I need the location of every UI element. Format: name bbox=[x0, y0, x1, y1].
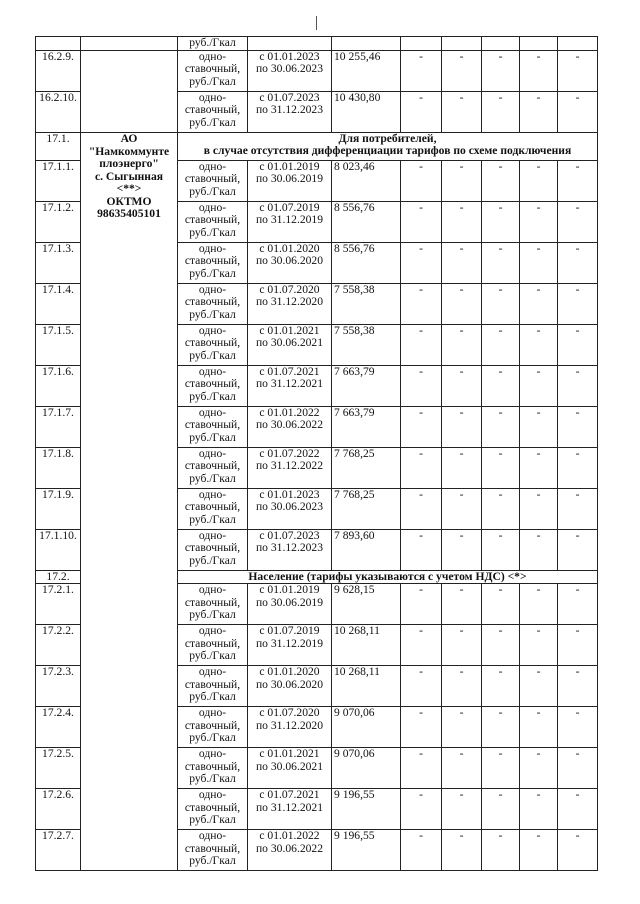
tariff-value: 7 663,79 bbox=[332, 366, 401, 407]
unit-line: ставочный, bbox=[184, 172, 241, 186]
tariff-value: 8 023,46 bbox=[332, 161, 401, 202]
dash-cell: - bbox=[520, 325, 558, 366]
dash-cell: - bbox=[520, 407, 558, 448]
dash-cell: - bbox=[520, 707, 558, 748]
unit-line: руб./Гкал bbox=[189, 608, 236, 621]
tariff-value: 9 070,06 bbox=[332, 748, 401, 789]
period-to: по 30.06.2022 bbox=[255, 841, 324, 855]
dash-cell: - bbox=[401, 284, 442, 325]
dash-cell: - bbox=[442, 51, 482, 92]
dash-cell: - bbox=[482, 92, 520, 133]
unit-cell bbox=[178, 243, 248, 284]
dash-cell: - bbox=[442, 830, 482, 871]
dash-cell: - bbox=[442, 448, 482, 489]
unit-line: одно- bbox=[198, 242, 227, 255]
period-from: с 01.01.2021 bbox=[259, 747, 320, 761]
row-number: 17.1.8. bbox=[36, 448, 81, 489]
period-cell bbox=[248, 366, 332, 407]
dash-cell: - bbox=[442, 92, 482, 133]
row-number: 17.2.2. bbox=[36, 625, 81, 666]
unit-line: одно- bbox=[198, 529, 227, 542]
dash-cell: - bbox=[482, 530, 520, 571]
dash-cell: - bbox=[442, 202, 482, 243]
period-to: по 31.12.2023 bbox=[255, 103, 324, 117]
unit-line: ставочный, bbox=[184, 295, 241, 309]
period-cell bbox=[248, 748, 332, 789]
unit-cell bbox=[178, 584, 248, 625]
unit-cell bbox=[178, 448, 248, 489]
row-number: 17.2.4. bbox=[36, 707, 81, 748]
row-number: 17.2.7. bbox=[36, 830, 81, 871]
dash-cell: - bbox=[442, 366, 482, 407]
period-cell bbox=[248, 325, 332, 366]
unit-cell bbox=[178, 530, 248, 571]
row-number: 17.2.1. bbox=[36, 584, 81, 625]
tariff-table-body bbox=[36, 37, 598, 871]
unit-line: одно- bbox=[198, 447, 227, 460]
unit-line: руб./Гкал bbox=[189, 430, 236, 444]
dash-cell: - bbox=[558, 707, 598, 748]
unit-line: руб./Гкал bbox=[189, 813, 236, 826]
unit-line: руб./Гкал bbox=[189, 649, 236, 662]
dash-cell: - bbox=[482, 407, 520, 448]
dash-cell: - bbox=[401, 448, 442, 489]
period-cell bbox=[248, 584, 332, 625]
tariff-value: 10 430,80 bbox=[332, 92, 401, 133]
unit-line: одно- bbox=[198, 201, 227, 214]
tariff-table bbox=[35, 36, 598, 871]
row-number: 17.1.1. bbox=[36, 161, 81, 202]
table-row bbox=[36, 37, 598, 51]
period-to: по 31.12.2019 bbox=[255, 636, 324, 650]
unit-line: одно- bbox=[198, 583, 227, 597]
period-cell bbox=[248, 284, 332, 325]
unit-line: руб./Гкал bbox=[189, 690, 236, 703]
section-title-line: в случае отсутствия дифференциации тарифов по схеме подключения bbox=[203, 144, 572, 158]
period-to: по 30.06.2021 bbox=[255, 759, 324, 773]
dash-cell: - bbox=[442, 530, 482, 571]
dash-cell: - bbox=[401, 666, 442, 707]
period-cell bbox=[248, 407, 332, 448]
organization-line: 98635405101 bbox=[97, 207, 161, 220]
dash-cell: - bbox=[482, 284, 520, 325]
organization-line: с. Сыгынная bbox=[94, 169, 164, 183]
dash-cell bbox=[520, 37, 558, 51]
dash-cell: - bbox=[520, 284, 558, 325]
dash-cell: - bbox=[558, 789, 598, 830]
dash-cell: - bbox=[520, 625, 558, 666]
unit-line: ставочный, bbox=[184, 62, 241, 76]
tariff-value: 7 768,25 bbox=[332, 448, 401, 489]
dash-cell: - bbox=[520, 51, 558, 92]
tariff-value: 7 663,79 bbox=[332, 407, 401, 448]
period-from: с 01.01.2019 bbox=[259, 160, 320, 173]
tariff-value: 9 196,55 bbox=[332, 830, 401, 871]
dash-cell: - bbox=[482, 707, 520, 748]
unit-line: одно- bbox=[198, 160, 227, 173]
dash-cell: - bbox=[442, 489, 482, 530]
dash-cell: - bbox=[558, 530, 598, 571]
dash-cell: - bbox=[442, 748, 482, 789]
unit-line: руб./Гкал bbox=[189, 512, 236, 526]
tariff-value: 10 268,11 bbox=[332, 666, 401, 707]
row-number: 16.2.10. bbox=[36, 92, 81, 133]
unit-cell bbox=[178, 666, 248, 707]
unit-cell bbox=[178, 161, 248, 202]
dash-cell: - bbox=[520, 202, 558, 243]
dash-cell: - bbox=[482, 161, 520, 202]
unit-line: ставочный, bbox=[184, 718, 241, 732]
dash-cell: - bbox=[558, 202, 598, 243]
period-cell bbox=[248, 625, 332, 666]
unit-line: руб./Гкал bbox=[189, 731, 236, 744]
unit-line: руб./Гкал bbox=[189, 225, 236, 239]
period-from: с 01.07.2021 bbox=[259, 788, 320, 802]
dash-cell: - bbox=[558, 92, 598, 133]
period-to: по 30.06.2019 bbox=[255, 172, 324, 186]
organization-cell bbox=[81, 133, 178, 871]
dash-cell bbox=[442, 37, 482, 51]
tariff-value: 10 268,11 bbox=[332, 625, 401, 666]
period-to: по 31.12.2021 bbox=[255, 377, 324, 391]
unit-line: руб./Гкал bbox=[189, 184, 236, 198]
dash-cell: - bbox=[520, 666, 558, 707]
dash-cell: - bbox=[558, 448, 598, 489]
row-number: 17.1.4. bbox=[36, 284, 81, 325]
unit-cell bbox=[178, 284, 248, 325]
unit-line: руб./Гкал bbox=[189, 307, 236, 321]
unit-line: одно- bbox=[198, 747, 227, 761]
tariff-value: 7 558,38 bbox=[332, 284, 401, 325]
row-number: 17.1.6. bbox=[36, 366, 81, 407]
organization-cell bbox=[81, 51, 178, 133]
tariff-value: 10 255,46 bbox=[332, 51, 401, 92]
section-title bbox=[178, 571, 598, 584]
dash-cell: - bbox=[558, 584, 598, 625]
period-from: с 01.01.2020 bbox=[259, 665, 320, 679]
dash-cell: - bbox=[401, 51, 442, 92]
row-number: 16.2.9. bbox=[36, 51, 81, 92]
dash-cell bbox=[482, 37, 520, 51]
period-cell bbox=[248, 489, 332, 530]
tariff-value: 7 768,25 bbox=[332, 489, 401, 530]
unit-line: одно- bbox=[198, 50, 227, 63]
dash-cell: - bbox=[401, 92, 442, 133]
organization-cell bbox=[81, 37, 178, 51]
unit-line: ставочный, bbox=[184, 500, 241, 514]
period-to: по 30.06.2021 bbox=[255, 336, 324, 350]
dash-cell: - bbox=[401, 748, 442, 789]
unit-line: одно- bbox=[198, 788, 227, 802]
unit-cell bbox=[178, 748, 248, 789]
tariff-value: 9 196,55 bbox=[332, 789, 401, 830]
unit-line: руб./Гкал bbox=[189, 389, 236, 403]
unit-cell bbox=[178, 366, 248, 407]
dash-cell: - bbox=[442, 707, 482, 748]
unit-line: одно- bbox=[198, 406, 227, 419]
period-from: с 01.01.2022 bbox=[259, 406, 320, 419]
period-cell bbox=[248, 51, 332, 92]
dash-cell: - bbox=[442, 407, 482, 448]
dash-cell: - bbox=[401, 366, 442, 407]
period-from: с 01.01.2023 bbox=[259, 488, 320, 501]
unit-cell bbox=[178, 325, 248, 366]
period-to: по 30.06.2023 bbox=[255, 500, 324, 514]
dash-cell: - bbox=[520, 161, 558, 202]
row-number: 17.2.3. bbox=[36, 666, 81, 707]
period-from: с 01.07.2020 bbox=[259, 706, 320, 720]
unit-cell bbox=[178, 202, 248, 243]
period-to: по 30.06.2020 bbox=[255, 254, 324, 268]
dash-cell: - bbox=[401, 707, 442, 748]
dash-cell: - bbox=[482, 448, 520, 489]
period-from: с 01.01.2020 bbox=[259, 242, 320, 255]
dash-cell: - bbox=[401, 407, 442, 448]
row-number: 17.1.7. bbox=[36, 407, 81, 448]
dash-cell: - bbox=[520, 448, 558, 489]
period-cell bbox=[248, 830, 332, 871]
section-title-line: Для потребителей, bbox=[338, 132, 437, 145]
unit-cell bbox=[178, 489, 248, 530]
unit-line: одно- bbox=[198, 829, 227, 843]
dash-cell: - bbox=[401, 325, 442, 366]
unit-line: ставочный, bbox=[184, 377, 241, 391]
unit-line: одно- bbox=[198, 488, 227, 501]
dash-cell: - bbox=[520, 584, 558, 625]
period-cell bbox=[248, 448, 332, 489]
unit-line: одно- bbox=[198, 624, 227, 638]
unit-cell: руб./Гкал bbox=[178, 37, 248, 51]
dash-cell: - bbox=[558, 284, 598, 325]
period-to: по 30.06.2020 bbox=[255, 677, 324, 691]
dash-cell: - bbox=[401, 530, 442, 571]
dash-cell: - bbox=[401, 489, 442, 530]
dash-cell: - bbox=[482, 325, 520, 366]
dash-cell: - bbox=[482, 830, 520, 871]
period-from: с 01.01.2023 bbox=[259, 50, 320, 63]
section-header-row bbox=[36, 133, 598, 161]
dash-cell: - bbox=[401, 243, 442, 284]
unit-line: ставочный, bbox=[184, 800, 241, 814]
unit-line: ставочный, bbox=[184, 254, 241, 268]
unit-cell bbox=[178, 92, 248, 133]
organization-line: <**> bbox=[116, 182, 142, 195]
unit-line: ставочный, bbox=[184, 103, 241, 117]
dash-cell: - bbox=[520, 830, 558, 871]
unit-line: ставочный, bbox=[184, 336, 241, 350]
unit-line: ставочный, bbox=[184, 759, 241, 773]
period-to: по 31.12.2023 bbox=[255, 541, 324, 555]
dash-cell: - bbox=[558, 366, 598, 407]
period-to: по 31.12.2020 bbox=[255, 295, 324, 309]
period-from: с 01.01.2021 bbox=[259, 324, 320, 337]
unit-line: руб./Гкал bbox=[189, 74, 236, 88]
period-from: с 01.01.2019 bbox=[259, 583, 320, 597]
dash-cell: - bbox=[482, 202, 520, 243]
tariff-value: 9 628,15 bbox=[332, 584, 401, 625]
section-title-line: Население (тарифы указываются с учетом НДС) <*> bbox=[248, 570, 527, 583]
period-to: по 30.06.2023 bbox=[255, 62, 324, 76]
dash-cell: - bbox=[558, 51, 598, 92]
unit-line: одно- bbox=[198, 665, 227, 679]
unit-cell bbox=[178, 51, 248, 92]
unit-line: одно- bbox=[198, 283, 227, 296]
organization-line: АО bbox=[120, 132, 138, 145]
unit-cell bbox=[178, 830, 248, 871]
unit-line: руб./Гкал bbox=[189, 553, 236, 567]
unit-line: руб./Гкал bbox=[189, 348, 236, 362]
dash-cell: - bbox=[520, 489, 558, 530]
unit-line: руб./Гкал bbox=[189, 115, 236, 129]
unit-cell bbox=[178, 625, 248, 666]
period-from: с 01.07.2021 bbox=[259, 365, 320, 378]
dash-cell: - bbox=[442, 584, 482, 625]
dash-cell: - bbox=[520, 789, 558, 830]
dash-cell: - bbox=[442, 666, 482, 707]
scan-mark bbox=[316, 16, 317, 30]
dash-cell: - bbox=[482, 366, 520, 407]
dash-cell: - bbox=[558, 830, 598, 871]
period-cell bbox=[248, 530, 332, 571]
dash-cell: - bbox=[482, 789, 520, 830]
dash-cell: - bbox=[401, 625, 442, 666]
period-from: с 01.07.2020 bbox=[259, 283, 320, 296]
dash-cell: - bbox=[520, 748, 558, 789]
row-number: 17.2.5. bbox=[36, 748, 81, 789]
period-cell bbox=[248, 37, 332, 51]
unit-line: ставочный, bbox=[184, 541, 241, 555]
period-cell bbox=[248, 243, 332, 284]
period-to: по 30.06.2019 bbox=[255, 595, 324, 609]
unit-line: ставочный, bbox=[184, 459, 241, 473]
unit-line: ставочный, bbox=[184, 595, 241, 609]
unit-line: одно- bbox=[198, 324, 227, 337]
dash-cell: - bbox=[482, 489, 520, 530]
unit-line: руб./Гкал bbox=[189, 772, 236, 785]
unit-line: одно- bbox=[198, 706, 227, 720]
dash-cell: - bbox=[401, 161, 442, 202]
dash-cell: - bbox=[558, 748, 598, 789]
dash-cell: - bbox=[482, 666, 520, 707]
tariff-value: 8 556,76 bbox=[332, 243, 401, 284]
period-from: с 01.07.2019 bbox=[259, 624, 320, 638]
dash-cell: - bbox=[558, 243, 598, 284]
row-number: 17.2.6. bbox=[36, 789, 81, 830]
unit-line: одно- bbox=[198, 91, 227, 104]
dash-cell: - bbox=[482, 51, 520, 92]
tariff-value: 8 556,76 bbox=[332, 202, 401, 243]
period-cell bbox=[248, 789, 332, 830]
dash-cell: - bbox=[558, 407, 598, 448]
dash-cell: - bbox=[442, 284, 482, 325]
row-number: 17.1.3. bbox=[36, 243, 81, 284]
tariff-value: 9 070,06 bbox=[332, 707, 401, 748]
period-from: с 01.07.2023 bbox=[259, 91, 320, 104]
unit-line: ставочный, bbox=[184, 677, 241, 691]
dash-cell bbox=[401, 37, 442, 51]
section-number: 17.1. bbox=[36, 133, 81, 161]
dash-cell: - bbox=[558, 666, 598, 707]
unit-line: руб./Гкал bbox=[189, 854, 236, 867]
period-to: по 31.12.2021 bbox=[255, 800, 324, 814]
period-to: по 31.12.2022 bbox=[255, 459, 324, 473]
period-to: по 31.12.2020 bbox=[255, 718, 324, 732]
dash-cell: - bbox=[482, 584, 520, 625]
organization-line: "Намкоммунте bbox=[88, 144, 170, 158]
period-cell bbox=[248, 202, 332, 243]
period-from: с 01.07.2019 bbox=[259, 201, 320, 214]
unit-line: одно- bbox=[198, 365, 227, 378]
dash-cell: - bbox=[520, 92, 558, 133]
period-cell bbox=[248, 92, 332, 133]
period-cell bbox=[248, 666, 332, 707]
row-number: 17.1.2. bbox=[36, 202, 81, 243]
dash-cell: - bbox=[442, 161, 482, 202]
dash-cell: - bbox=[558, 161, 598, 202]
organization-line: плоэнерго" bbox=[99, 157, 159, 170]
period-from: с 01.07.2022 bbox=[259, 447, 320, 460]
unit-line: ставочный, bbox=[184, 213, 241, 227]
row-number: 17.1.10. bbox=[36, 530, 81, 571]
unit-line: ставочный, bbox=[184, 841, 241, 855]
row-number: 17.1.5. bbox=[36, 325, 81, 366]
dash-cell: - bbox=[558, 325, 598, 366]
period-from: с 01.01.2022 bbox=[259, 829, 320, 843]
dash-cell: - bbox=[482, 748, 520, 789]
section-title bbox=[178, 133, 598, 161]
dash-cell: - bbox=[558, 489, 598, 530]
dash-cell: - bbox=[482, 243, 520, 284]
unit-line: ставочный, bbox=[184, 418, 241, 432]
dash-cell: - bbox=[442, 325, 482, 366]
dash-cell: - bbox=[482, 625, 520, 666]
value-cell bbox=[332, 37, 401, 51]
unit-line: руб./Гкал bbox=[189, 471, 236, 485]
period-to: по 31.12.2019 bbox=[255, 213, 324, 227]
dash-cell: - bbox=[442, 243, 482, 284]
period-from: с 01.07.2023 bbox=[259, 529, 320, 542]
number-cell bbox=[36, 37, 81, 51]
table-row bbox=[36, 51, 598, 92]
period-cell bbox=[248, 161, 332, 202]
organization-line: ОКТМО bbox=[106, 194, 152, 208]
dash-cell bbox=[558, 37, 598, 51]
unit-cell bbox=[178, 789, 248, 830]
dash-cell: - bbox=[558, 625, 598, 666]
period-to: по 30.06.2022 bbox=[255, 418, 324, 432]
row-number: 17.1.9. bbox=[36, 489, 81, 530]
dash-cell: - bbox=[442, 789, 482, 830]
dash-cell: - bbox=[401, 202, 442, 243]
dash-cell: - bbox=[401, 789, 442, 830]
tariff-value: 7 893,60 bbox=[332, 530, 401, 571]
unit-line: ставочный, bbox=[184, 636, 241, 650]
dash-cell: - bbox=[520, 243, 558, 284]
dash-cell: - bbox=[401, 830, 442, 871]
dash-cell: - bbox=[520, 530, 558, 571]
dash-cell: - bbox=[520, 366, 558, 407]
unit-cell bbox=[178, 707, 248, 748]
dash-cell: - bbox=[401, 584, 442, 625]
unit-cell bbox=[178, 407, 248, 448]
tariff-value: 7 558,38 bbox=[332, 325, 401, 366]
unit-line: руб./Гкал bbox=[189, 266, 236, 280]
period-cell bbox=[248, 707, 332, 748]
section-number: 17.2. bbox=[36, 571, 81, 584]
dash-cell: - bbox=[442, 625, 482, 666]
